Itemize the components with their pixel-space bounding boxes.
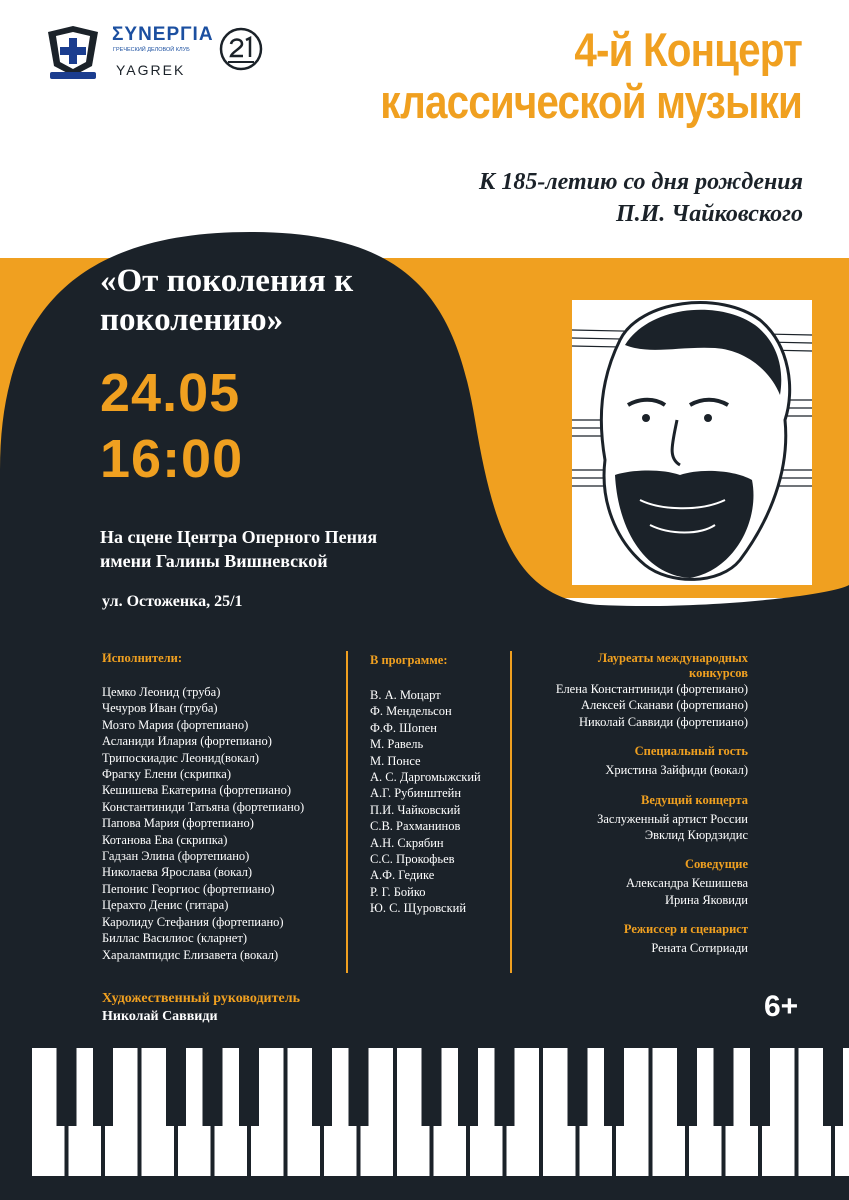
program-title: В программе: [370, 653, 448, 667]
program-item: А.Ф. Гедике [370, 868, 435, 883]
performer-item: Цемко Леонид (труба) [102, 685, 221, 699]
black-key [239, 1048, 259, 1126]
venue [100, 525, 440, 573]
program-item: А.Г. Рубинштейн [370, 786, 462, 801]
piano-keyboard [32, 1048, 849, 1176]
program-item: Ю. С. Щуровский [370, 901, 467, 916]
performer-item: Гадзан Элина (фортепиано) [102, 849, 250, 864]
age-rating: 6+ [764, 990, 799, 1023]
special-guest-name: Христина Зайфиди (вокал) [605, 763, 748, 778]
performer-item: Котанова Ева (скрипка) [102, 832, 228, 847]
performer-item: Константиниди Татьяна (фортепиано) [102, 799, 305, 814]
tchaikovsky-portrait [572, 300, 812, 585]
black-key [714, 1048, 734, 1126]
laureate-item: Алексей Сканави (фортепиано) [581, 698, 748, 713]
black-key [604, 1048, 624, 1126]
performer-item: Церахто Денис (гитара) [102, 898, 229, 913]
poster-title [370, 24, 802, 128]
program-item: Р. Г. Бойко [370, 884, 426, 899]
host-line-2: Эвклид Кюрдзидис [644, 828, 748, 843]
black-key [203, 1048, 223, 1126]
laureates-title-line-2: конкурсов [689, 666, 748, 680]
performer-item: Харалампидис Елизавета (вокал) [102, 947, 279, 962]
performer-item: Кешишева Екатерина (фортепиано) [102, 783, 292, 798]
program-item: П.И. Чайковский [370, 802, 461, 817]
director-name: Рената Сотириади [651, 941, 748, 956]
performer-item: Мозго Мария (фортепиано) [102, 717, 249, 732]
black-key [422, 1048, 442, 1126]
title-line-2: классической музыки [380, 75, 802, 128]
yagrek-logo: YAGREK [116, 62, 186, 78]
cohosts-title: Соведущие [685, 857, 748, 872]
venue-line-1: На сцене Центра Оперного Пения [100, 527, 378, 547]
black-key [823, 1048, 843, 1126]
program-list [370, 687, 481, 917]
event-time: 16:00 [100, 429, 244, 489]
host-title: Ведущий концерта [641, 792, 748, 807]
laureates-block [508, 651, 748, 730]
performer-item: Папова Мария (фортепиано) [102, 816, 254, 831]
poster-subtitle [300, 166, 803, 230]
performer-item: Каролиду Стефания (фортепиано) [102, 914, 284, 929]
performer-item: Биллас Василиос (кларнет) [102, 931, 247, 946]
performer-item: Пепонис Георгиос (фортепиано) [102, 881, 275, 896]
special-guest-block [508, 744, 748, 778]
synergia-logo-subtitle: ГРЕЧЕСКИЙ ДЕЛОВОЙ КЛУБ [113, 47, 190, 53]
host-block [508, 793, 748, 844]
event-datetime [100, 360, 243, 492]
title-line-1: 4-й Концерт [574, 23, 802, 76]
performer-item: Фрагку Елени (скрипка) [102, 767, 232, 782]
art-director-name: Николай Саввиди [102, 1009, 218, 1024]
black-key [568, 1048, 588, 1126]
program-item: Ф.Ф. Шопен [370, 720, 437, 735]
black-key [349, 1048, 369, 1126]
director-title: Режиссер и сценарист [623, 922, 748, 937]
black-key [57, 1048, 77, 1126]
venue-address: ул. Остоженка, 25/1 [102, 593, 243, 610]
concert-name: «От поколения к поколению» [100, 263, 354, 338]
program-item: А. С. Даргомыжский [370, 770, 481, 785]
program-item: В. А. Моцарт [370, 688, 441, 702]
program-item: С.В. Рахманинов [370, 819, 461, 834]
program-item: М. Понсе [370, 753, 421, 768]
cohost-item: Ирина Яковиди [665, 892, 748, 907]
greek-crest-icon [42, 22, 104, 82]
director-block [508, 922, 748, 956]
event-date: 24.05 [100, 363, 241, 423]
synergia-logo-name: ΣΥΝΕΡΓΙΑ [112, 24, 214, 45]
black-key [93, 1048, 113, 1126]
black-key [312, 1048, 332, 1126]
black-key [495, 1048, 515, 1126]
performer-item: Чечуров Иван (труба) [102, 701, 218, 716]
black-key [750, 1048, 770, 1126]
program-item: Ф. Мендельсон [370, 704, 452, 719]
performer-item: Асланиди Илария (фортепиано) [102, 734, 272, 749]
black-key [677, 1048, 697, 1126]
art-director-title: Художественный руководитель [102, 991, 300, 1006]
black-key [458, 1048, 478, 1126]
performers-title: Исполнители: [102, 651, 183, 665]
performer-item: Николаева Ярослава (вокал) [102, 865, 253, 880]
laureate-item: Елена Константиниди (фортепиано) [555, 682, 748, 696]
venue-line-2: имени Галины Вишневской [100, 551, 328, 571]
laureates-list [508, 681, 748, 730]
host-line-1: Заслуженный артист России [597, 811, 748, 826]
black-key [166, 1048, 186, 1126]
performers-list [102, 684, 304, 963]
program-item: С.С. Прокофьев [370, 852, 455, 867]
cohost-item: Александра Кешишева [626, 876, 748, 891]
laureate-item: Николай Саввиди (фортепиано) [578, 714, 748, 729]
subtitle-line-2: П.И. Чайковского [615, 201, 803, 227]
subtitle-line-1: К 185-летию со дня рождения [479, 169, 803, 195]
laureates-title-line-1: Лауреаты международных [597, 651, 748, 665]
21-circle-logo-icon [218, 26, 264, 72]
sponsor-logos [42, 22, 277, 84]
program-item: А.Н. Скрябин [370, 835, 444, 850]
performer-item: Трипоскиадис Леонид(вокал) [102, 750, 260, 765]
credits-column [508, 651, 748, 971]
cohosts-block [508, 857, 748, 908]
special-guest-title: Специальный гость [634, 744, 748, 759]
cohosts-list [508, 875, 748, 908]
program-item: М. Равель [370, 737, 424, 752]
column-divider-left [346, 651, 348, 973]
